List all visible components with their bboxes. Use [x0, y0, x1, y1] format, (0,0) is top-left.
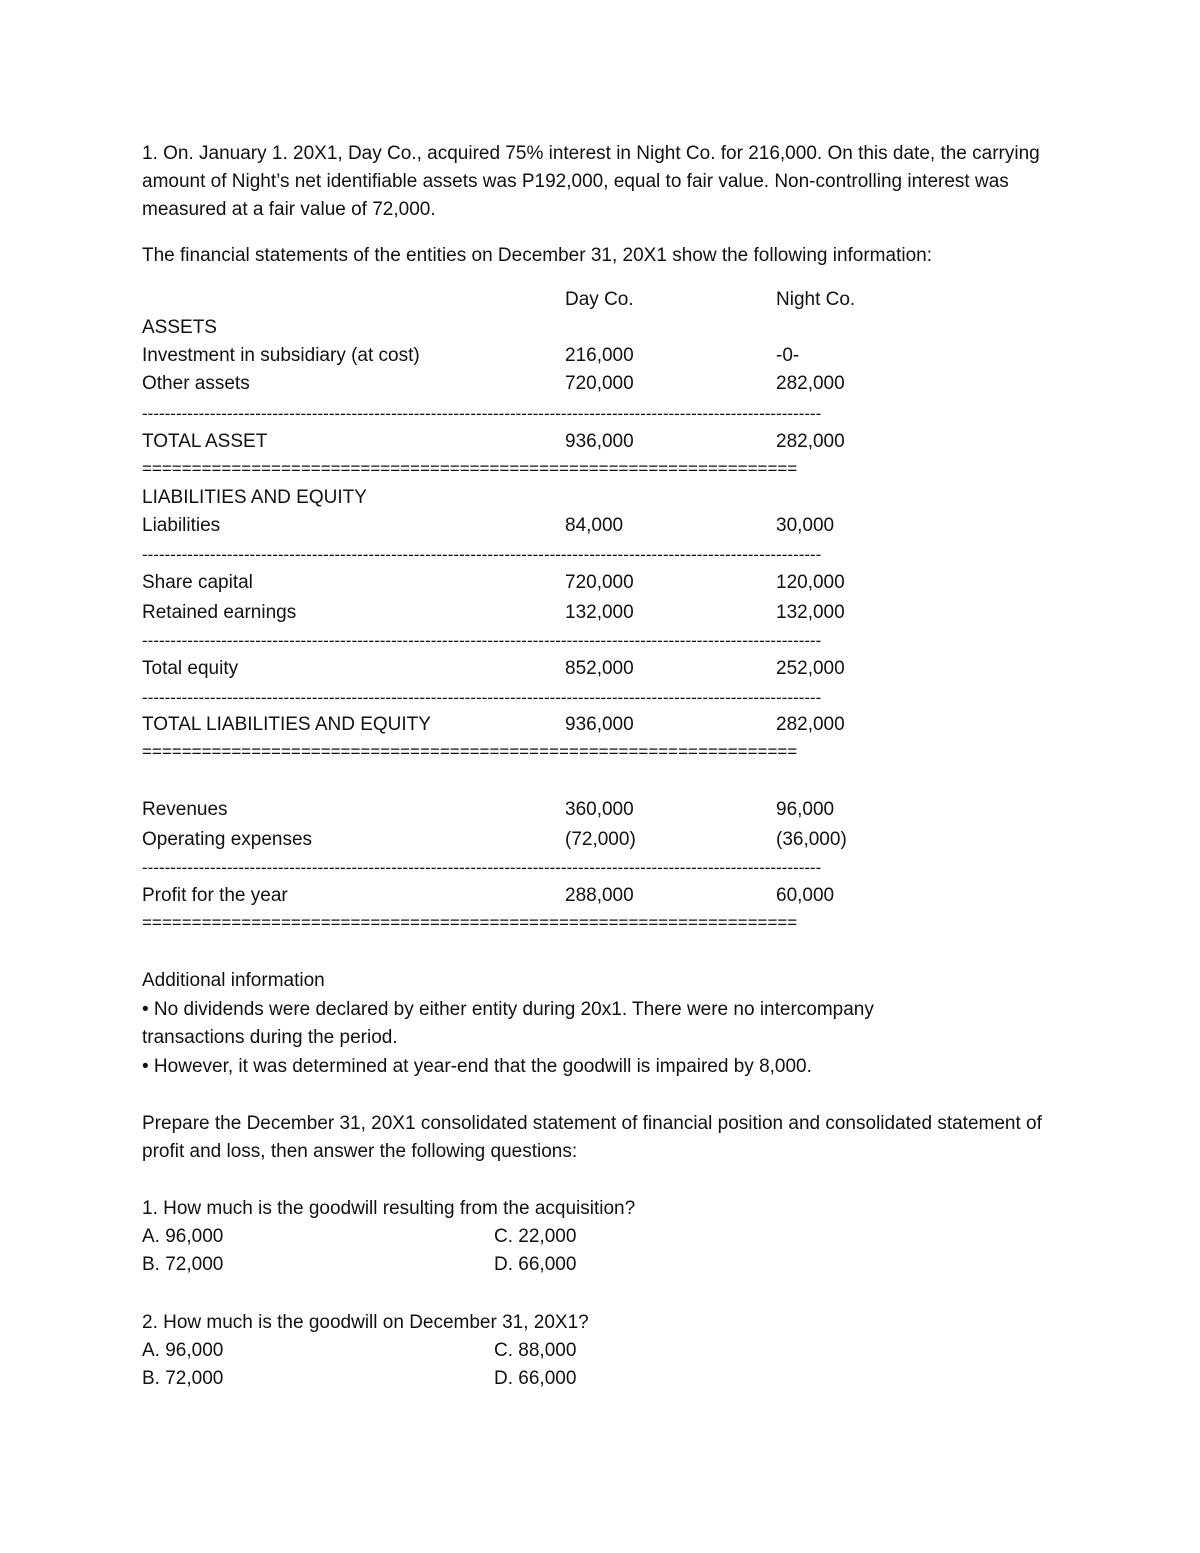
statements-lead: The financial statements of the entities on December 31, 20X1 show the following information: — [142, 245, 932, 266]
row-night-value: 96,000 — [776, 799, 835, 820]
row-label: Revenues — [142, 799, 228, 820]
question-2: 2. How much is the goodwill on December 31, 20X1? — [142, 1312, 589, 1333]
additional-bullet-2: • However, it was determined at year-end that the goodwill is impaired by 8,000. — [142, 1056, 812, 1077]
dash-rule: ------------------------------------------------------------------------------------------------------------------------ — [142, 631, 822, 650]
option-d: D. 66,000 — [494, 1368, 577, 1389]
row-total-asset — [142, 428, 902, 456]
row-day-value: 132,000 — [565, 602, 634, 623]
row-retained-earnings — [142, 599, 902, 627]
dash-rule: ------------------------------------------------------------------------------------------------------------------------ — [142, 404, 822, 423]
row-day-value: 936,000 — [565, 714, 634, 735]
row-night-value: 30,000 — [776, 515, 835, 536]
option-b: B. 72,000 — [142, 1368, 224, 1389]
row-night-value: -0- — [776, 345, 800, 366]
column-day: Day Co. — [565, 289, 634, 310]
row-total-liabilities-equity — [142, 711, 902, 739]
row-share-capital — [142, 569, 902, 597]
row-operating-expenses — [142, 826, 902, 854]
row-day-value: 720,000 — [565, 572, 634, 593]
row-liabilities — [142, 512, 902, 540]
row-label: TOTAL LIABILITIES AND EQUITY — [142, 714, 431, 735]
dash-rule: ------------------------------------------------------------------------------------------------------------------------ — [142, 688, 822, 707]
row-total-equity — [142, 655, 902, 683]
row-night-value: 282,000 — [776, 714, 845, 735]
question-1: 1. How much is the goodwill resulting from the acquisition? — [142, 1198, 636, 1219]
row-label: Operating expenses — [142, 829, 313, 850]
row-day-value: 216,000 — [565, 345, 634, 366]
question-2-options — [142, 1337, 842, 1393]
option-d: D. 66,000 — [494, 1254, 577, 1275]
row-label: Investment in subsidiary (at cost) — [142, 345, 420, 366]
equals-rule: ================================================================== — [142, 742, 798, 761]
problem-intro: 1. On. January 1. 20X1, Day Co., acquired 75% interest in Night Co. for 216,000. On this date, the carrying amount of Night’s net identifiable assets was P192,000, equal to fair value. Non-controlling interest was measured at a fair value of 72,000. — [142, 143, 1040, 220]
option-c: C. 22,000 — [494, 1226, 577, 1247]
assets-header — [142, 314, 902, 342]
row-label: TOTAL ASSET — [142, 431, 268, 452]
row-label: Liabilities — [142, 515, 221, 536]
column-headers — [142, 286, 902, 314]
additional-bullet-1: • No dividends were declared by either entity during 20x1. There were no intercompany transactions during the period. — [142, 999, 874, 1048]
instruction-text: Prepare the December 31, 20X1 consolidated statement of financial position and consolidated statement of profit and loss, then answer the following questions: — [142, 1113, 1042, 1162]
row-night-value: 282,000 — [776, 431, 845, 452]
row-label: Total equity — [142, 658, 239, 679]
row-label: Share capital — [142, 572, 253, 593]
row-day-value: 852,000 — [565, 658, 634, 679]
row-day-value: 360,000 — [565, 799, 634, 820]
equals-rule: ================================================================== — [142, 913, 798, 932]
row-label: Retained earnings — [142, 602, 297, 623]
row-night-value: 252,000 — [776, 658, 845, 679]
row-night-value: 120,000 — [776, 572, 845, 593]
row-day-value: 84,000 — [565, 515, 624, 536]
row-day-value: 720,000 — [565, 373, 634, 394]
equals-rule: ================================================================== — [142, 459, 798, 478]
dash-rule: ------------------------------------------------------------------------------------------------------------------------ — [142, 545, 822, 564]
row-day-value: 936,000 — [565, 431, 634, 452]
column-night: Night Co. — [776, 289, 856, 310]
row-night-value: 132,000 — [776, 602, 845, 623]
row-night-value: 60,000 — [776, 885, 835, 906]
option-a: A. 96,000 — [142, 1340, 224, 1361]
question-1-options — [142, 1223, 842, 1279]
option-c: C. 88,000 — [494, 1340, 577, 1361]
liabilities-equity-header — [142, 484, 902, 512]
row-other-assets — [142, 370, 902, 398]
row-day-value: 288,000 — [565, 885, 634, 906]
assets-header-label: ASSETS — [142, 317, 217, 338]
row-night-value: 282,000 — [776, 373, 845, 394]
additional-info-title: Additional information — [142, 970, 325, 991]
row-investment — [142, 342, 902, 370]
option-b: B. 72,000 — [142, 1254, 224, 1275]
row-label: Other assets — [142, 373, 250, 394]
row-night-value: (36,000) — [776, 829, 847, 850]
row-revenues — [142, 796, 902, 824]
dash-rule: ------------------------------------------------------------------------------------------------------------------------ — [142, 858, 822, 877]
option-a: A. 96,000 — [142, 1226, 224, 1247]
row-day-value: (72,000) — [565, 829, 636, 850]
le-header-label: LIABILITIES AND EQUITY — [142, 487, 367, 508]
row-profit — [142, 882, 902, 910]
row-label: Profit for the year — [142, 885, 288, 906]
